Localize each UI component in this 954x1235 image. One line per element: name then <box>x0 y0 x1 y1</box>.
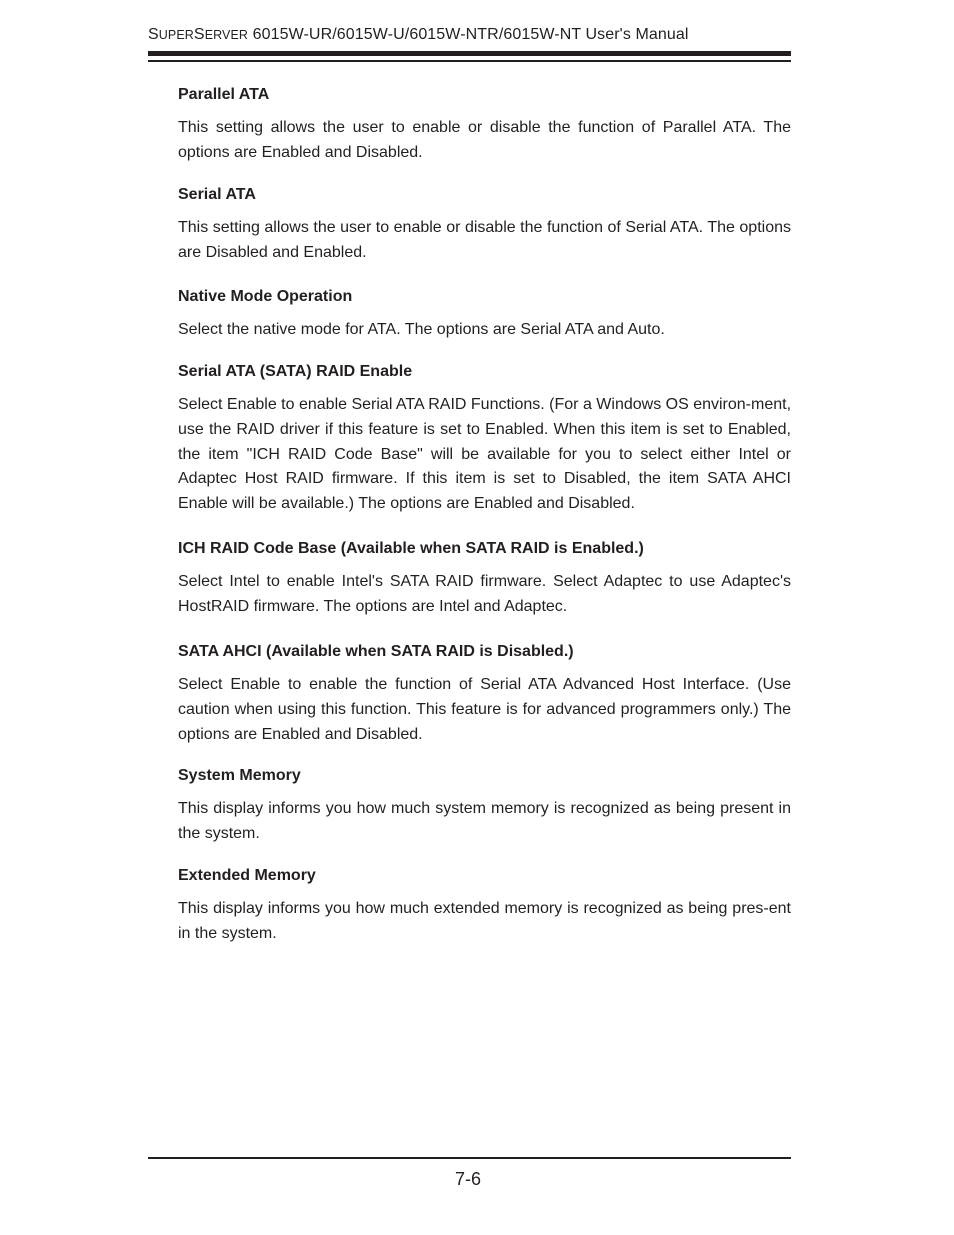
header-title-smallcaps1: UPER <box>158 28 194 42</box>
header-title-cap1: S <box>148 26 159 43</box>
section-serial-ata <box>178 185 791 266</box>
section-heading: Serial ATA <box>178 186 256 203</box>
section-body: This display informs you how much extended memory is recognized as being pres-ent in the system. <box>178 900 791 942</box>
header-title-cap2: S <box>193 26 205 43</box>
section-body: This setting allows the user to enable or disable the function of Serial ATA. The options are Disabled and Enabled. <box>178 219 791 261</box>
section-body: Select Enable to enable Serial ATA RAID Functions. (For a Windows OS environ-ment, use the RAID driver if this feature is set to Enabled. When this item is set to Enabled, the item "ICH RAID Code Base" will be available for you to select either Intel or Adaptec Host RAID firmware. If this item is set to Disabled, the item SATA AHCI Enable will be available.) The options are Enabled and Disabled. <box>178 396 792 513</box>
section-parallel-ata <box>178 85 791 166</box>
section-body: This display informs you how much system memory is recognized as being present in the system. <box>178 800 791 842</box>
section-sata-ahci <box>178 642 791 747</box>
section-heading: System Memory <box>178 767 301 784</box>
footer-rule <box>148 1157 791 1159</box>
section-heading: Serial ATA (SATA) RAID Enable <box>178 363 413 380</box>
section-body: Select the native mode for ATA. The options are Serial ATA and Auto. <box>178 321 665 338</box>
section-sata-raid-enable <box>178 362 791 517</box>
page-number: 7-6 <box>455 1169 482 1189</box>
section-native-mode-operation <box>178 287 791 343</box>
section-heading: ICH RAID Code Base (Available when SATA RAID is Enabled.) <box>178 540 644 557</box>
header-title-rest: 6015W-UR/6015W-U/6015W-NTR/6015W-NT User's Manual <box>248 26 689 43</box>
section-body: Select Intel to enable Intel's SATA RAID firmware. Select Adaptec to use Adaptec's HostRAID firmware. The options are Intel and Adaptec. <box>178 573 791 615</box>
section-heading: Parallel ATA <box>178 86 270 103</box>
header-rule-thick <box>148 51 791 56</box>
header-title-smallcaps2: ERVER <box>204 28 249 42</box>
section-heading: Native Mode Operation <box>178 288 353 305</box>
section-extended-memory <box>178 866 791 947</box>
section-system-memory <box>178 766 791 847</box>
section-heading: Extended Memory <box>178 867 316 884</box>
section-heading: SATA AHCI (Available when SATA RAID is Disabled.) <box>178 643 574 660</box>
section-ich-raid-code-base <box>178 539 791 620</box>
header-rule-thin <box>148 60 791 62</box>
page-header-title <box>148 26 689 44</box>
section-body: This setting allows the user to enable or disable the function of Parallel ATA. The options are Enabled and Disabled. <box>178 119 791 161</box>
section-body: Select Enable to enable the function of Serial ATA Advanced Host Interface. (Use caution when using this function. This feature is for advanced programmers only.) The options are Enabled and Disabled. <box>178 676 791 743</box>
